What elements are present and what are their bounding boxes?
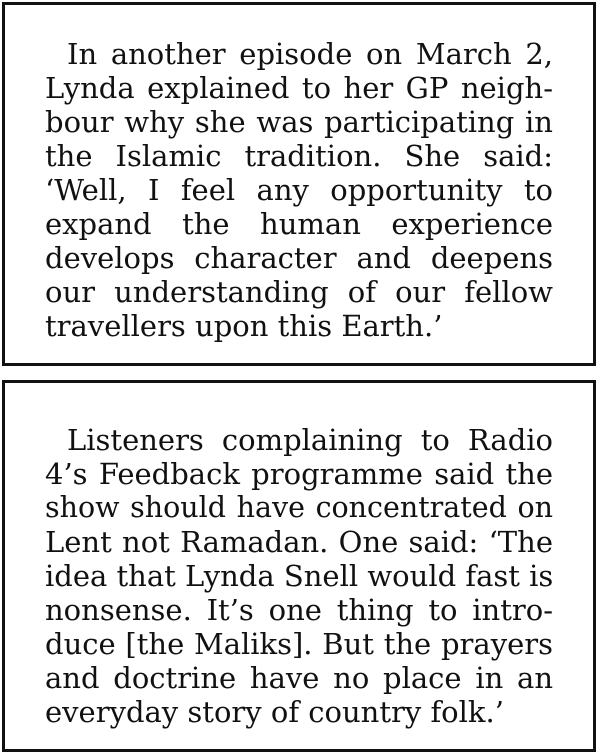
text-line: and doctrine have no place in an xyxy=(45,661,553,695)
clipping-text xyxy=(45,423,553,729)
text-line: everyday story of country folk.’ xyxy=(45,695,504,729)
text-line: the Islamic tradition. She said: xyxy=(45,139,553,173)
text-line: idea that Lynda Snell would fast is xyxy=(45,559,554,593)
text-line: duce [the Maliks]. But the prayers xyxy=(45,627,553,661)
clipping-text xyxy=(45,37,553,343)
text-line: expand the human experience xyxy=(45,207,553,241)
text-line: Listeners complaining to Radio xyxy=(67,423,553,457)
text-line: nonsense. It’s one thing to intro- xyxy=(45,593,553,627)
text-line: show should have concentrated on xyxy=(45,491,553,524)
text-line: 4’s Feedback programme said the xyxy=(45,457,553,491)
clipping-box-2 xyxy=(2,380,596,752)
text-line: develops character and deepens xyxy=(45,241,553,275)
text-line: ‘Well, I feel any opportunity to xyxy=(45,173,553,207)
text-line: travellers upon this Earth.’ xyxy=(45,309,443,343)
text-line: Lynda explained to her GP neigh- xyxy=(45,71,553,105)
text-line: Lent not Ramadan. One said: ‘The xyxy=(45,525,553,559)
text-line: our understanding of our fellow xyxy=(45,275,553,309)
text-line: bour why she was participating in xyxy=(45,105,553,139)
text-line: In another episode on March 2, xyxy=(67,37,553,71)
clipping-box-1 xyxy=(2,2,596,366)
